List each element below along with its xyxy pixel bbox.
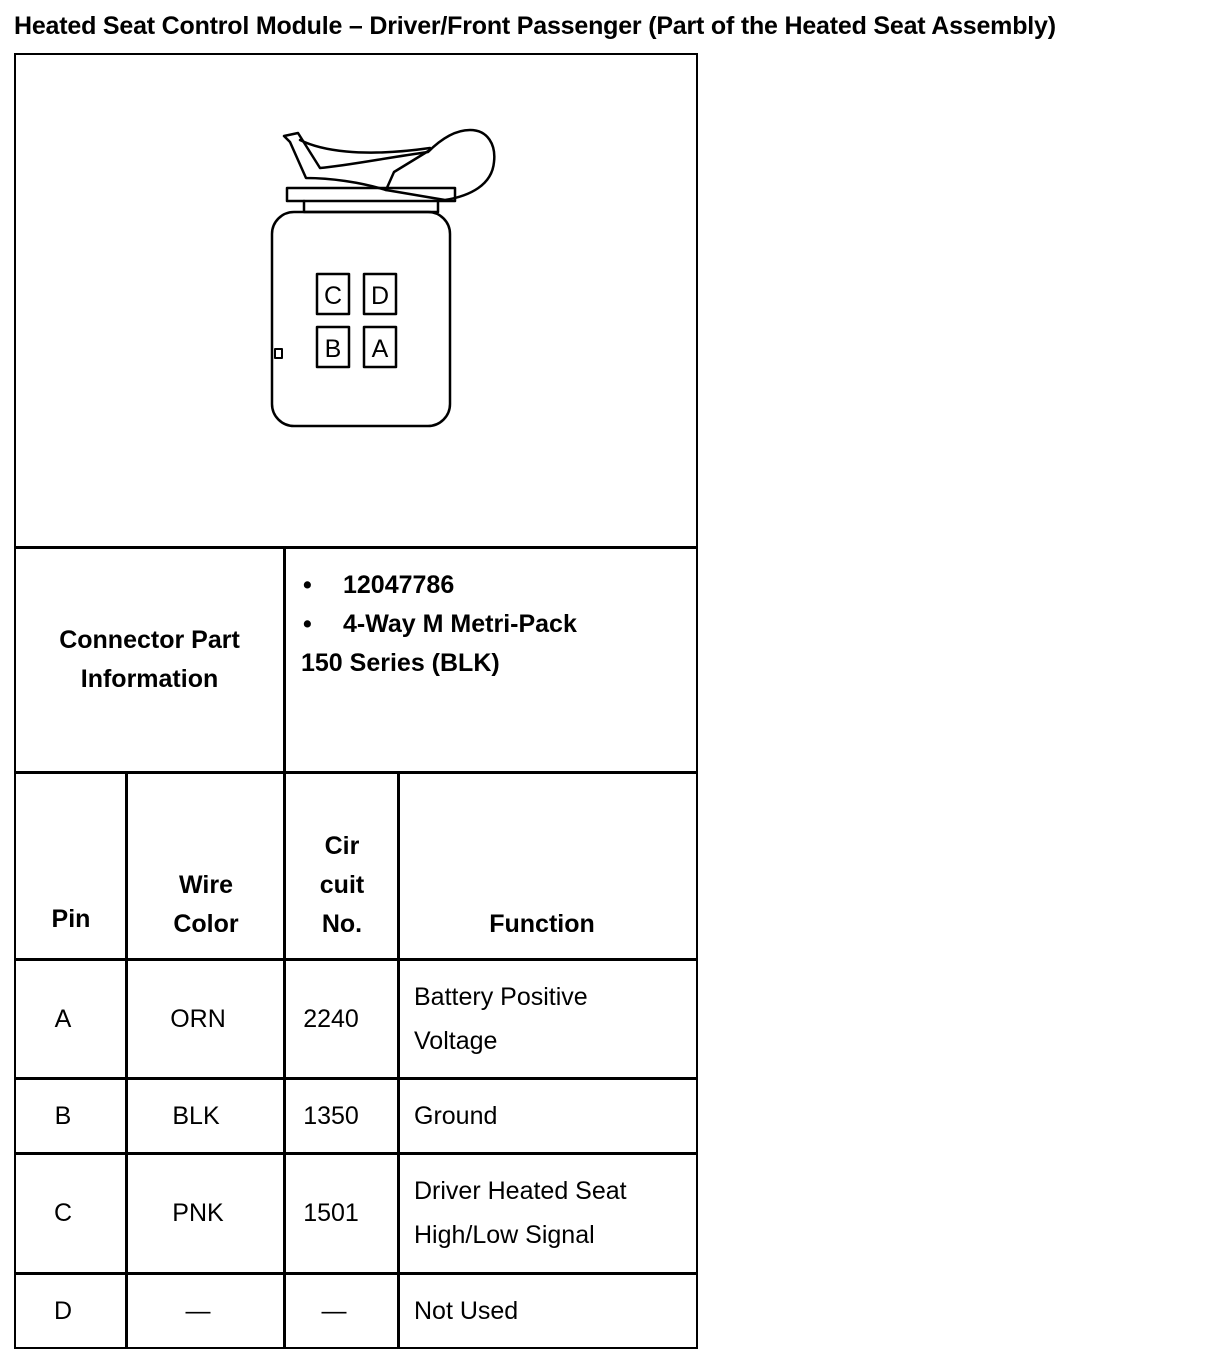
- connector-series: 150 Series (BLK): [301, 649, 500, 677]
- connector-flange: [287, 188, 455, 201]
- table-row-circuit: 1501: [303, 1199, 359, 1227]
- bullet: •: [303, 571, 312, 599]
- part-info-label-line2: Information: [80, 665, 219, 693]
- table-row-pin: B: [54, 1101, 72, 1130]
- function-line1: Battery Positive: [414, 983, 588, 1011]
- connector-type: 4-Way M Metri-Pack: [343, 610, 577, 638]
- table-row-circuit: 1350: [303, 1101, 359, 1130]
- cavity-label-a: A: [371, 335, 389, 363]
- part-info-label-line1: Connector Part: [59, 626, 240, 654]
- function-line2: Voltage: [414, 1027, 498, 1055]
- cavity-label-c: C: [323, 282, 343, 310]
- table-row-pin: D: [53, 1297, 73, 1325]
- table-row-color: ORN: [170, 1004, 226, 1033]
- table-row-function: [414, 1289, 518, 1333]
- header-circuit-line3: No.: [321, 910, 363, 938]
- bullet: •: [303, 610, 312, 638]
- header-wire-line1: Wire: [179, 871, 233, 899]
- connector-body: [272, 212, 450, 426]
- table-row-color: BLK: [172, 1101, 220, 1130]
- table-row-pin: C: [53, 1199, 73, 1227]
- cavity-label-d: D: [370, 282, 390, 310]
- list-item: [301, 605, 577, 644]
- header-circuit-line1: Cir: [324, 832, 360, 860]
- header-pin: Pin: [51, 905, 91, 933]
- part-info-list: [301, 566, 577, 683]
- cavity-label-b: B: [324, 335, 342, 363]
- header-wire-line2: Color: [173, 910, 239, 938]
- table-row-function: [414, 1169, 627, 1257]
- retaining-clip: [284, 130, 494, 200]
- page-title: Heated Seat Control Module – Driver/Front Passenger (Part of the Heated Seat Assembly): [14, 12, 1056, 40]
- header-circuit-no: [286, 827, 398, 944]
- table-row-function: [414, 975, 588, 1063]
- table-row-color: PNK: [172, 1199, 224, 1227]
- function-line1: Ground: [414, 1102, 498, 1130]
- header-circuit-line2: cuit: [319, 871, 365, 899]
- connector-illustration: [0, 0, 1216, 560]
- table-row-function: [414, 1094, 497, 1138]
- list-item: [301, 566, 577, 605]
- function-line1: Driver Heated Seat: [414, 1177, 627, 1205]
- divider: [14, 771, 698, 774]
- function-line1: Not Used: [414, 1297, 519, 1325]
- table-row-circuit: 2240: [303, 1004, 359, 1033]
- connector-latch: [275, 349, 282, 358]
- table-row-pin: A: [54, 1004, 72, 1033]
- table-row-circuit: —: [321, 1297, 347, 1325]
- function-line2: High/Low Signal: [414, 1221, 595, 1249]
- part-number: 12047786: [343, 571, 455, 599]
- header-wire-color: [128, 866, 284, 944]
- table-row-color: —: [185, 1297, 211, 1325]
- header-function: Function: [489, 910, 595, 938]
- part-info-label: [16, 549, 283, 771]
